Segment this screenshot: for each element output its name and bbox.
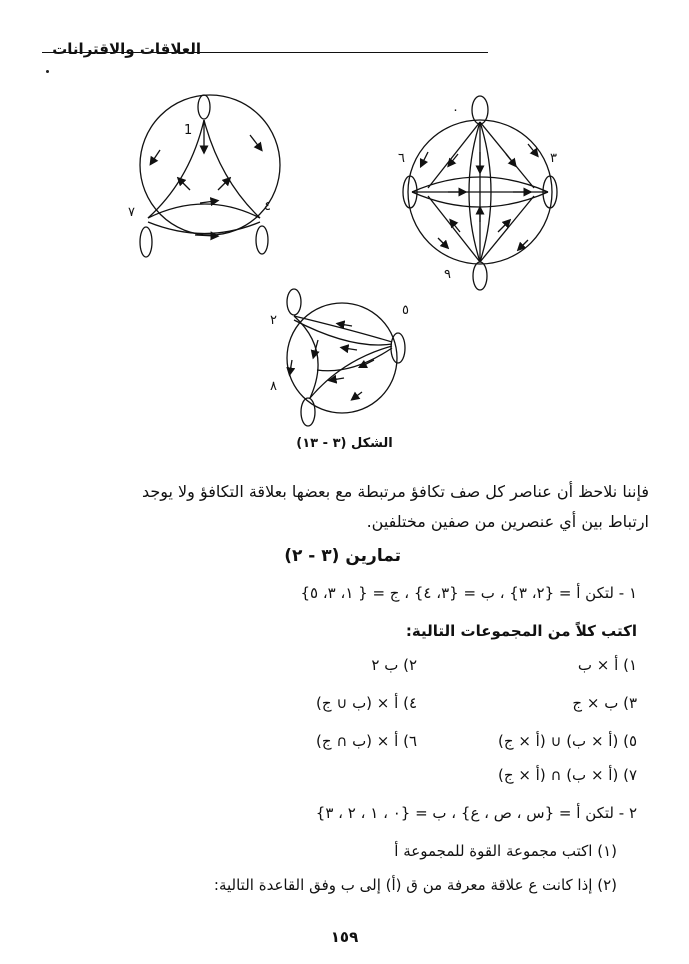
graph3-label-8: ٨ [270,379,277,394]
item-6: ٦) أ × (ب ∩ ج) [316,732,417,750]
item-1: ١) أ × ب [577,656,637,674]
item-4: ٤) أ × (ب ∪ ج) [316,694,417,712]
graph-class-0-3-6-9 [388,92,588,292]
paragraph-line-1: فإننا نلاحظ أن عناصر كل صف تكافؤ مرتبطة مع بعضها بعلاقة التكافؤ ولا يوجد [141,482,649,501]
figure-caption: الشكل (٣ - ١٣) [296,436,393,451]
graph1-label-1: 1 [184,123,193,138]
stray-dot [46,70,49,73]
graph2-label-9: ٩ [444,267,451,282]
graph-class-1-4-7 [120,90,300,270]
graph3-outer-circle [287,303,397,413]
question-2-part-1: (١) اكتب مجموعة القوة للمجموعة أ [394,842,617,860]
instruction: اكتب كلاً من المجموعات التالية: [405,622,637,640]
question-2: ٢ - لتكن أ = {س ، ص ، ع} ، ب = {٠ ، ١ ، ٢ ، ٣} [315,804,637,822]
question-2-part-2: (٢) إذا كانت ع علاقة معرفة من ق (أ) إلى ب وفق القاعدة التالية: [213,876,617,894]
running-header-title: العلاقات والاقترانات [52,40,201,58]
item-7: ٧) (أ × ب) ∩ (أ × ج) [498,766,637,784]
header-rule [42,52,488,53]
graph1-outer-circle [140,95,280,235]
item-3: ٣) ب × ج [572,694,637,712]
item-5: ٥) (أ × ب) ∪ (أ × ج) [498,732,637,750]
graph2-label-3: ٣ [550,151,557,166]
graph1-label-4: ٤ [264,199,271,214]
exercises-title: تمارين (٣ - ٢) [284,546,401,566]
item-2: ٢) ب ٢ [371,656,417,674]
paragraph-line-2: ارتباط بين أي عنصرين من صفين مختلفين. [366,512,649,531]
graph2-label-6: ٦ [398,151,405,166]
graph3-label-5: ٥ [402,303,409,318]
page-number: ١٥٩ [330,928,359,946]
graph3-label-2: ٢ [270,313,277,328]
graph-class-2-5-8 [262,280,432,440]
question-1: ١ - لتكن أ = {٢، ٣} ، ب = {٣، ٤} ، ج = { ١، ٣، ٥} [300,584,637,602]
graph1-label-7: ٧ [128,205,135,220]
graph2-label-0: ٠ [452,103,459,118]
